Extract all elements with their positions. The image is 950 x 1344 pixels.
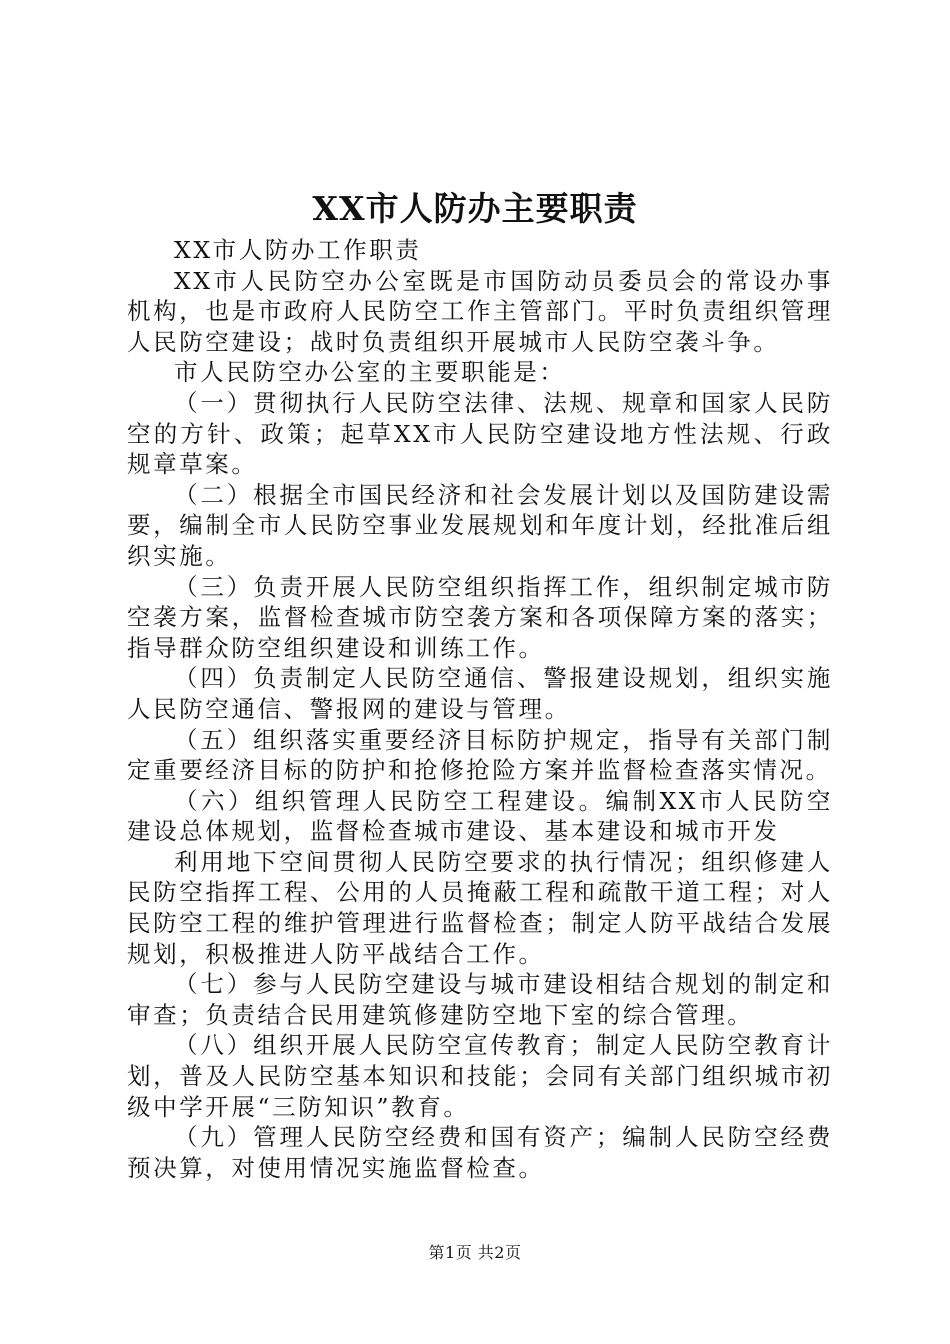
- paragraph: （五）组织落实重要经济目标防护规定，指导有关部门制定重要经济目标的防护和抢修抢险方案并监督检查落实情况。: [127, 725, 833, 785]
- paragraph: （四）负责制定人民防空通信、警报建设规划，组织实施人民防空通信、警报网的建设与管理。: [127, 664, 833, 723]
- paragraph: XX市人防办工作职责: [174, 236, 422, 264]
- paragraph: （一）贯彻执行人民防空法律、法规、规章和国家人民防空的方针、政策；起草XX市人民防空建设地方性法规、行政规章草案。: [127, 388, 833, 479]
- paragraph: （九）管理人民防空经费和国有资产；编制人民防空经费预决算，对使用情况实施监督检查。: [127, 1123, 833, 1182]
- paragraph: （三）负责开展人民防空组织指挥工作，组织制定城市防空袭方案，监督检查城市防空袭方案和各项保障方案的落实；指导群众防空组织建设和训练工作。: [127, 572, 833, 662]
- document-title: XX市人防办主要职责: [312, 189, 638, 228]
- paragraph: （二）根据全市国民经济和社会发展计划以及国防建设需要，编制全市人民防空事业发展规划和年度计划，经批准后组织实施。: [127, 480, 833, 570]
- paragraph: 利用地下空间贯彻人民防空要求的执行情况；组织修建人民防空指挥工程、公用的人员掩蔽工程和疏散干道工程；对人民防空工程的维护管理进行监督检查；制定人防平战结合发展规划，积极推进人防平战结合工作。: [127, 847, 833, 968]
- paragraph: （六）组织管理人民防空工程建设。编制XX市人民防空建设总体规划，监督检查城市建设、基本建设和城市开发: [127, 786, 833, 846]
- paragraph: （八）组织开展人民防空宣传教育；制定人民防空教育计划，普及人民防空基本知识和技能；会同有关部门组织城市初级中学开展“三防知识”教育。: [127, 1031, 833, 1121]
- paragraph: XX市人民防空办公室既是市国防动员委员会的常设办事机构，也是市政府人民防空工作主管部门。平时负责组织管理人民防空建设；战时负责组织开展城市人民防空袭斗争。: [127, 266, 833, 356]
- document-body: [127, 235, 833, 1183]
- paragraph: 市人民防空办公室的主要职能是：: [174, 358, 566, 387]
- paragraph: （七）参与人民防空建设与城市建设相结合规划的制定和审查；负责结合民用建筑修建防空地下室的综合管理。: [127, 970, 833, 1029]
- page-number-footer: 第1页 共2页: [428, 1243, 522, 1262]
